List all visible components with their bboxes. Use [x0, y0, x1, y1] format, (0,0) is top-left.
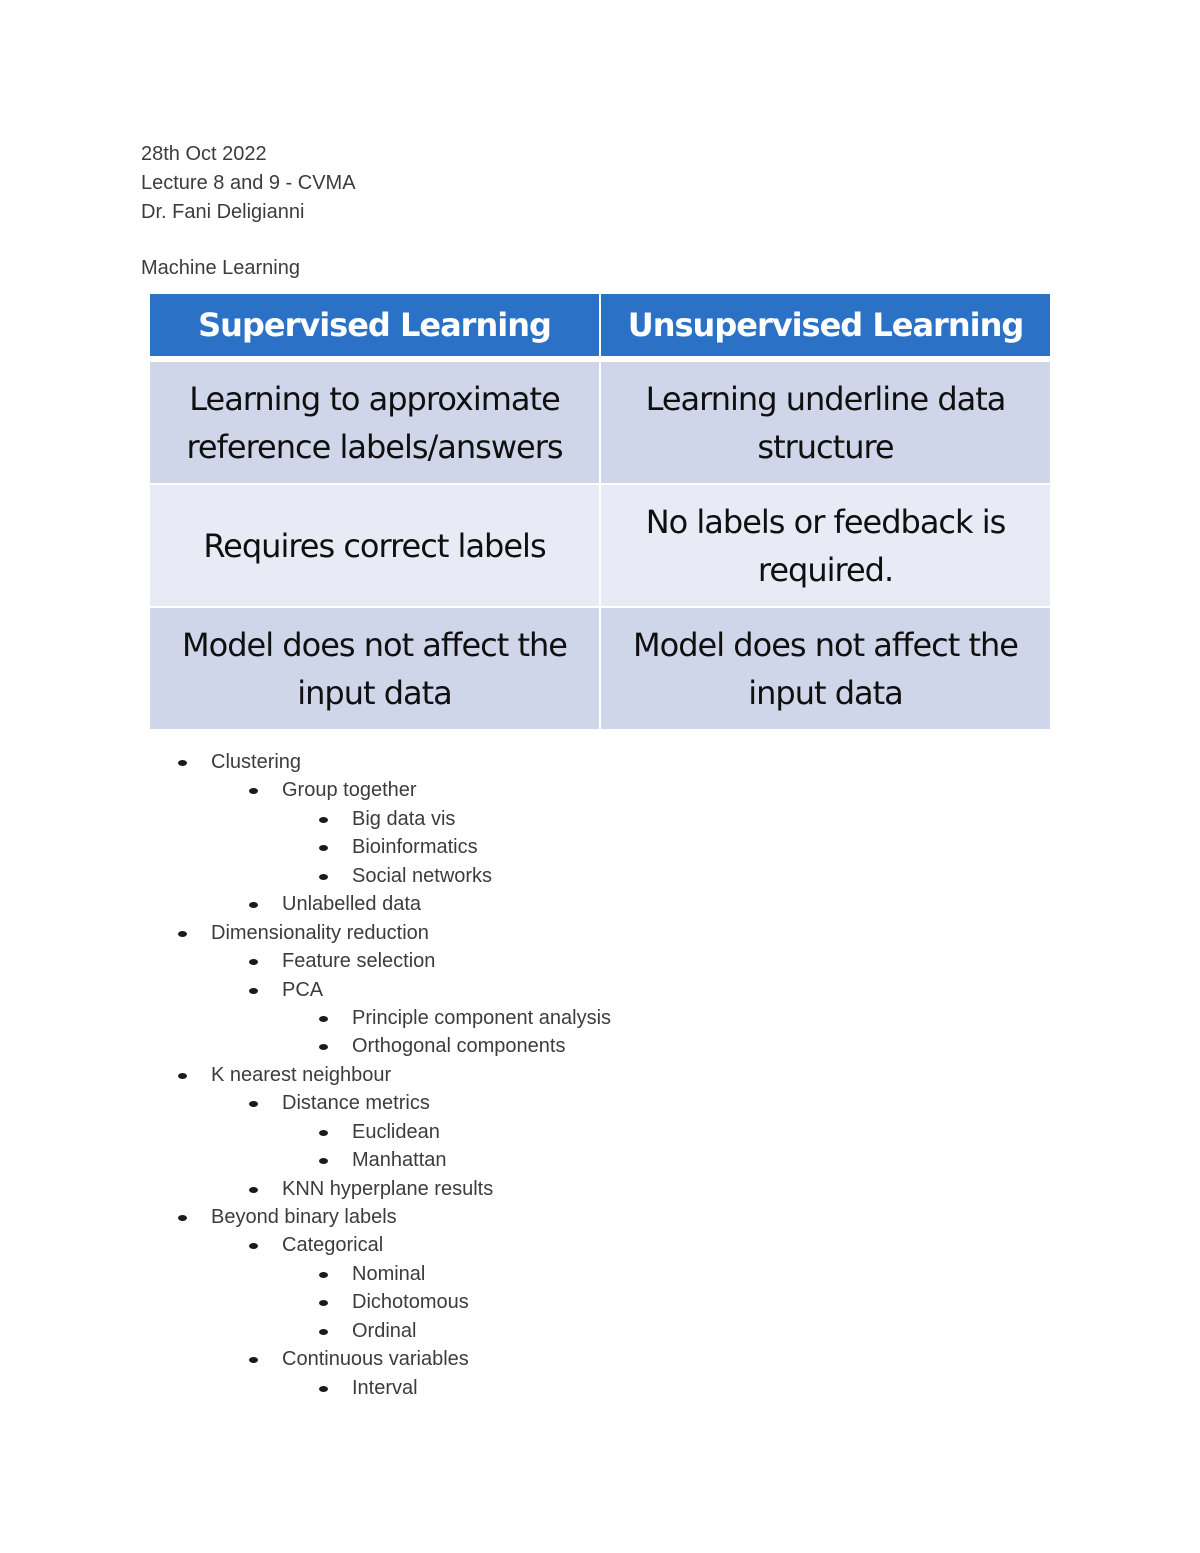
table-cell: Learning underline data structure — [600, 359, 1051, 484]
list-item-text: Social networks — [352, 864, 493, 887]
header-spacer — [141, 227, 356, 254]
list-item — [0, 1374, 611, 1402]
table-row — [149, 607, 1051, 730]
list-item — [0, 1288, 611, 1316]
list-item — [0, 1004, 611, 1032]
list-item-text: Clustering — [211, 751, 302, 773]
list-item — [0, 862, 611, 890]
list-item-text: Principle component analysis — [352, 1006, 612, 1029]
list-item-text: Distance metrics — [282, 1092, 430, 1115]
bullet-icon — [249, 1243, 258, 1249]
list-item-text: Categorical — [282, 1234, 384, 1257]
list-item-text: Dimensionality reduction — [211, 921, 429, 944]
comparison-table — [148, 292, 1052, 731]
topic-heading: Machine Learning — [141, 257, 300, 279]
list-item — [0, 1317, 611, 1345]
bullet-icon — [178, 1215, 187, 1221]
bullet-icon — [178, 760, 187, 766]
list-item — [0, 1345, 611, 1373]
lecture-line: Lecture 8 and 9 - CVMA — [141, 172, 356, 194]
table-cell: Model does not affect the input data — [149, 607, 600, 730]
bullet-icon — [319, 1044, 328, 1050]
lecturer-line: Dr. Fani Deligianni — [141, 201, 305, 223]
bullet-icon — [319, 1158, 328, 1164]
list-item — [0, 833, 611, 861]
header-unsupervised: Unsupervised Learning — [600, 293, 1051, 359]
list-item-text: Bioinformatics — [352, 836, 478, 859]
list-item — [0, 1231, 611, 1259]
table-cell: No labels or feedback is required. — [600, 484, 1051, 607]
bullet-icon — [178, 931, 187, 937]
list-item — [0, 919, 611, 947]
list-item — [0, 890, 611, 918]
bullet-icon — [249, 902, 258, 908]
list-item — [0, 1118, 611, 1146]
list-item — [0, 776, 611, 804]
bullet-icon — [249, 788, 258, 794]
table-header-row — [149, 293, 1051, 359]
bullet-icon — [249, 988, 258, 994]
bullet-icon — [319, 1386, 328, 1392]
table-cell: Requires correct labels — [149, 484, 600, 607]
list-item-text: Interval — [352, 1376, 418, 1399]
bullet-icon — [178, 1073, 187, 1079]
list-item — [0, 1260, 611, 1288]
topic-outline — [0, 748, 611, 1402]
list-item-text: Manhattan — [352, 1149, 447, 1172]
list-item — [0, 1089, 611, 1117]
bullet-icon — [249, 1187, 258, 1193]
bullet-icon — [319, 817, 328, 823]
list-item-text: Dichotomous — [352, 1291, 469, 1314]
list-item — [0, 805, 611, 833]
table-row — [149, 359, 1051, 484]
list-item — [0, 1061, 611, 1089]
bullet-icon — [319, 1300, 328, 1306]
table-cell: Model does not affect the input data — [600, 607, 1051, 730]
list-item — [0, 1032, 611, 1060]
list-item-text: Ordinal — [352, 1319, 417, 1342]
bullet-icon — [319, 874, 328, 880]
list-item — [0, 976, 611, 1004]
bullet-icon — [319, 1130, 328, 1136]
table-cell: Learning to approximate reference labels/answers — [149, 359, 600, 484]
date-line: 28th Oct 2022 — [141, 143, 267, 165]
list-item-text: Unlabelled data — [282, 893, 421, 916]
list-item-text: Beyond binary labels — [211, 1206, 397, 1228]
bullet-icon — [249, 1357, 258, 1363]
list-item — [0, 1203, 611, 1231]
list-item-text: Orthogonal components — [352, 1035, 566, 1058]
list-item-text: Big data vis — [352, 807, 456, 830]
list-item-text: Feature selection — [282, 950, 436, 973]
list-item — [0, 748, 611, 776]
list-item-text: Nominal — [352, 1262, 426, 1285]
bullet-icon — [319, 1016, 328, 1022]
bullet-icon — [249, 959, 258, 965]
header-supervised: Supervised Learning — [149, 293, 600, 359]
table-row — [149, 484, 1051, 607]
list-item — [0, 1175, 611, 1203]
bullet-icon — [319, 1272, 328, 1278]
list-item — [0, 1146, 611, 1174]
bullet-icon — [319, 1329, 328, 1335]
list-item — [0, 947, 611, 975]
bullet-icon — [249, 1101, 258, 1107]
list-item-text: K nearest neighbour — [211, 1063, 392, 1086]
list-item-text: Continuous variables — [282, 1348, 469, 1371]
list-item-text: Group together — [282, 779, 417, 802]
document-header — [141, 140, 356, 283]
list-item-text: Euclidean — [352, 1120, 440, 1143]
bullet-icon — [319, 845, 328, 851]
list-item-text: PCA — [282, 978, 324, 1001]
list-item-text: KNN hyperplane results — [282, 1177, 494, 1200]
